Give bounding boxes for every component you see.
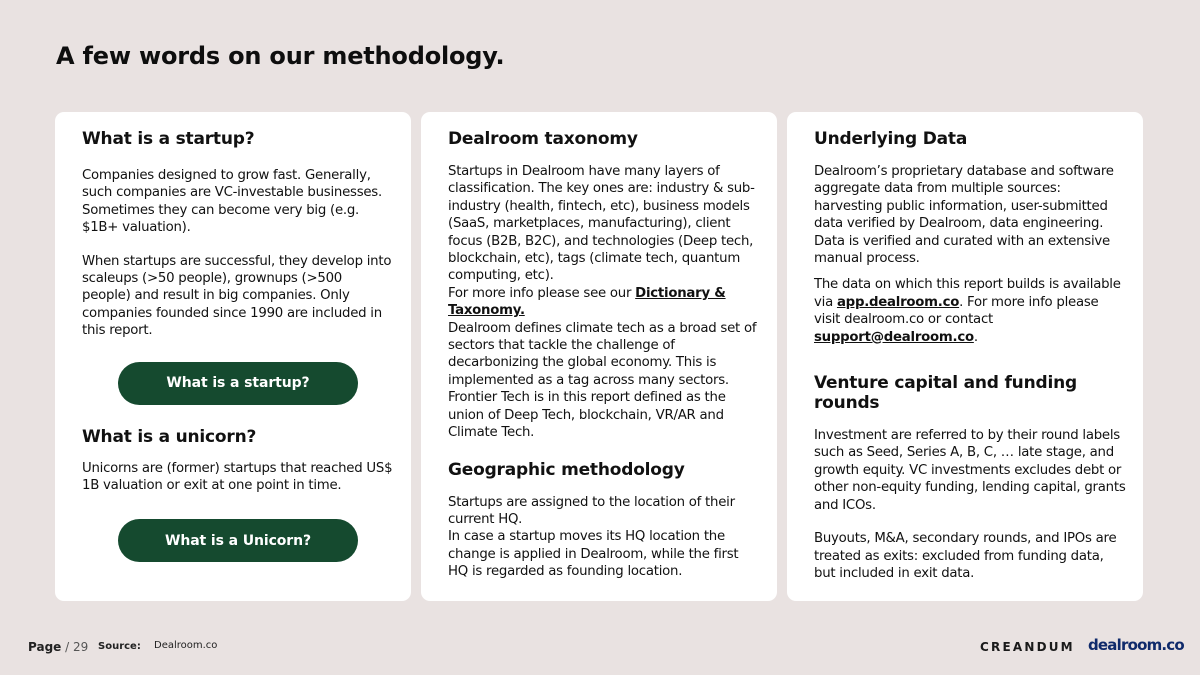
app-dealroom-link[interactable]: app.dealroom.co bbox=[836, 294, 960, 310]
page-total: / 29 bbox=[65, 640, 89, 654]
geographic-hq-text: Startups are assigned to the location of their current HQ. bbox=[448, 494, 735, 527]
geographic-heading: Geographic methodology bbox=[448, 459, 685, 480]
startup-definition: Companies designed to grow fast. Generally, such companies are VC-investable businesses. Sometimes they can become very big (e.g. $1B+ valuation). bbox=[82, 168, 382, 236]
funding-rounds-text: Investment are referred to by their round labels such as Seed, Series A, B, C, … late stage, and growth equity. VC investments excludes debt or other non-equity funding, lending capital, grants and ICOs. bbox=[814, 428, 1126, 513]
venture-capital-heading: Venture capital and funding rounds bbox=[814, 373, 1077, 414]
availability-middle: . For more info please visit dealroom.co or contact bbox=[814, 294, 1099, 328]
geographic-move-text: In case a startup moves its HQ location the change is applied in Dealroom, while the first HQ is regarded as founding location. bbox=[448, 529, 739, 580]
source-label: Source: bbox=[98, 641, 141, 652]
startup-heading: What is a startup? bbox=[82, 129, 255, 149]
dealroom-logo: dealroom.co bbox=[1088, 636, 1184, 654]
support-email-link[interactable]: support@dealroom.co bbox=[814, 329, 974, 345]
taxonomy-text: Startups in Dealroom have many layers of classification. The key ones are: industry & sub-industry (health, fintech, etc), business models (SaaS, marketplaces, manufacturing), client focus (B2B, B2C), and technologies (Deep tech, blockchain, etc), tags (climate tech, quantum computing, etc). bbox=[448, 164, 755, 284]
dictionary-taxonomy-link[interactable]: Dictionary & Taxonomy. bbox=[448, 285, 726, 319]
source-value: Dealroom.co bbox=[154, 640, 218, 651]
unicorn-heading: What is a unicorn? bbox=[82, 426, 257, 447]
frontier-tech-text: Frontier Tech is in this report defined as the union of Deep Tech, blockchain, VR/AR and Climate Tech. bbox=[448, 390, 726, 441]
page-title: A few words on our methodology. bbox=[56, 42, 505, 70]
creandum-logo: CREANDUM bbox=[980, 640, 1075, 654]
unicorn-definition: Unicorns are (former) startups that reached US$ 1B valuation or exit at one point in time. bbox=[82, 460, 393, 494]
exits-text: Buyouts, M&A, secondary rounds, and IPOs are treated as exits: excluded from funding data, but included in exit data. bbox=[814, 531, 1117, 581]
data-availability-text bbox=[814, 276, 1126, 346]
taxonomy-more-info bbox=[448, 285, 760, 320]
more-info-prefix: For more info please see our bbox=[448, 285, 636, 301]
page-word: Page bbox=[28, 640, 62, 654]
startup-card bbox=[55, 112, 411, 601]
availability-prefix: The data on which this report builds is available via bbox=[814, 277, 1121, 310]
underlying-data-card bbox=[787, 112, 1143, 601]
underlying-data-heading: Underlying Data bbox=[814, 129, 968, 149]
what-is-unicorn-button[interactable]: What is a Unicorn? bbox=[118, 519, 358, 562]
startup-growth-text: When startups are successful, they develop into scaleups (>50 people), grownups (>500 people) and result in big companies. Only companies founded since 1990 are included in this report. bbox=[82, 253, 392, 339]
what-is-startup-button[interactable]: What is a startup? bbox=[118, 362, 358, 405]
page-number bbox=[28, 640, 88, 654]
underlying-data-text: Dealroom’s proprietary database and software aggregate data from multiple sources: harvesting public information, user-submitted data verified by Dealroom, data engineering. Data is verified and curated with an extensive manual process. bbox=[814, 164, 1114, 267]
taxonomy-card bbox=[421, 112, 777, 601]
availability-suffix: . bbox=[973, 329, 978, 345]
taxonomy-heading: Dealroom taxonomy bbox=[448, 129, 638, 149]
climate-tech-text: Dealroom defines climate tech as a broad set of sectors that tackle the challenge of decarbonizing the global economy. This is implemented as a tag across many sectors. bbox=[448, 320, 757, 388]
